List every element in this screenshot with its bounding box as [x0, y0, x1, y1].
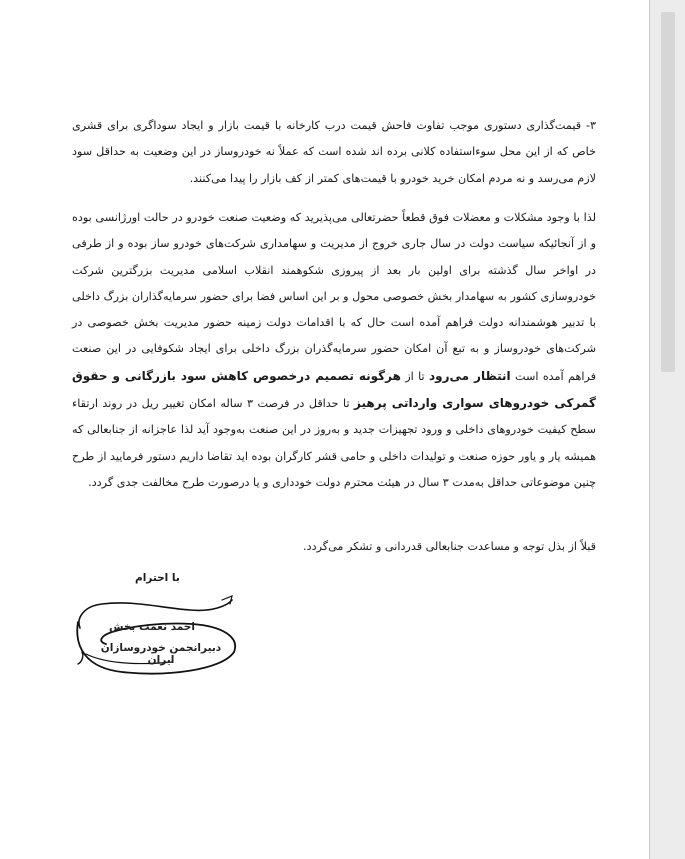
closing-regards: با احترام: [135, 572, 180, 584]
paragraph-thanks: قبلاً از بذل توجه و مساعدت جنابعالی قدردانی و تشکر می‌گردد.: [303, 540, 596, 553]
paragraph-request-bold-expectation: انتظار می‌رود: [428, 368, 511, 383]
paragraph-request-bold-demand: هرگونه تصمیم درخصوص کاهش سود بازرگانی و حقوق گمرکی خودروهای سواری وارداتی پرهیز: [72, 368, 596, 411]
paragraph-pricing: ۳- قیمت‌گذاری دستوری موجب تفاوت فاحش قیمت درب کارخانه با قیمت بازار و ایجاد سوداگری برای قشری خاص که از این محل سوءاستفاده کلانی برده اند شده است که عملاً نه خودروساز در این وضعیت به حداقل سود لازم می‌رسد و نه مردم امکان خرید خودرو با قیمت‌های کمتر از کف بازار را پیدا می‌کنند.: [72, 119, 596, 185]
scrollbar-thumb[interactable]: [661, 12, 675, 372]
signatory-title: دبیرانجمن خودروسازان ایران: [100, 642, 222, 666]
signature-block: [72, 592, 242, 680]
paragraph-request: [72, 205, 596, 496]
signature-scribble-icon: [72, 592, 242, 680]
paragraph-request-text-3: تا حداقل در فرصت ۳ ساله امکان تغییر ریل در روند ارتقاء سطح کیفیت خودروهای داخلی و ورود تجهیزات جدید و به‌روز در این صنعت به‌وجود آید لذا عاجزانه از جنابعالی که همیشه یار و یاور حوزه صنعت و تولیدات داخلی و حامی قشر کارگران بوده اید تقاضا داریم دستور فرمایید از طرح چنین موضوعاتی حداقل به‌مدت ۳ سال در هیئت محترم دولت خودداری و یا درصورت طرح مخالفت جدی گردد.: [72, 397, 596, 489]
paragraph-request-text-2: تا از: [400, 369, 429, 383]
signatory-name: احمد نعمت بخش: [109, 621, 195, 633]
vertical-scrollbar[interactable]: [650, 0, 685, 859]
paragraph-request-text-1: لذا با وجود مشکلات و معضلات فوق قطعاً حضرتعالی می‌پذیرید که وضعیت صنعت خودرو در حالت اورژانسی بوده و از آنجائیکه سیاست دولت در سال جاری خروج از مدیریت و سهامداری شرکت‌های خودرو ساز بوده و از طرفی در اواخر سال گذشته برای اولین بار بعد از پیروزی شکوهمند انقلاب اسلامی مدیریت بزرگترین شرکت خودروسازی کشور به سهامدار بخش خصوصی محول و بر این اساس فضا برای حضور سرمایه‌گذاران بزرگ داخلی با تدبیر هوشمندانه دولت فراهم آمده است حال که با اقدامات دولت زمینه حضور مدیریت بخش خصوصی در شرکت‌های خودروساز و به تبع آن امکان حضور سرمایه‌گذران بزرگ داخلی برای ایجاد شکوفایی در این صنعت فراهم آمده است: [72, 211, 596, 383]
